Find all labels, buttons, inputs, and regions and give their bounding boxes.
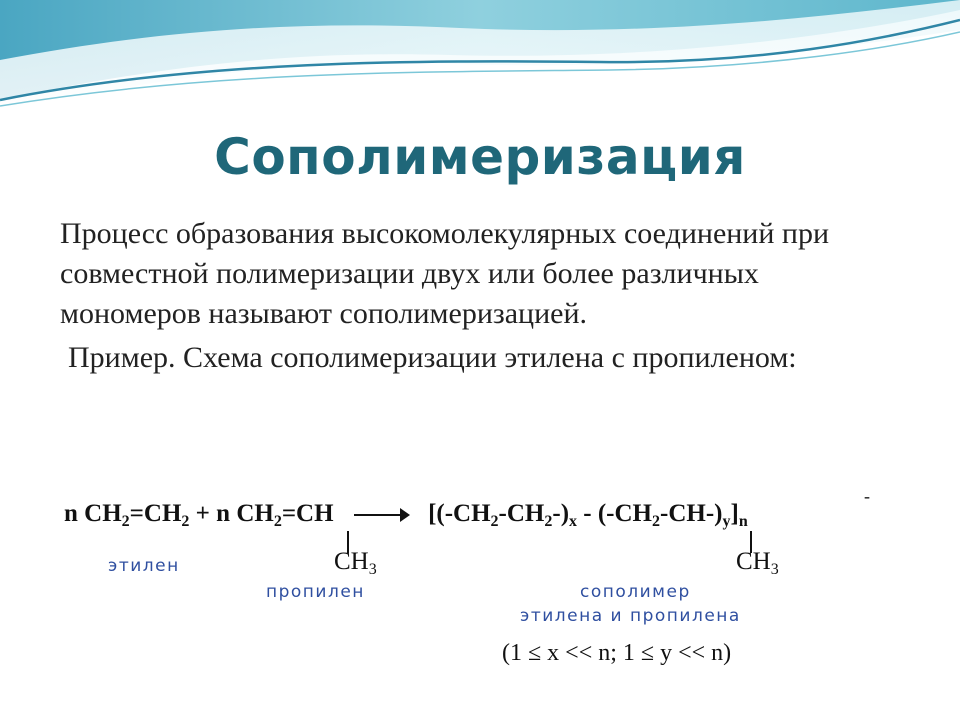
definition-paragraph: Процесс образования высокомолекулярных соединений при совместной полимеризации двух или более различных мономеров называют сополимеризацией. xyxy=(60,217,830,330)
label-copolymer-composition: этилена и пропилена xyxy=(520,606,741,626)
copolymer-methyl-group: $CH_3$ xyxy=(736,548,779,578)
example-paragraph: Пример. Схема сополимеризации этилена с пропиленом: xyxy=(68,341,797,374)
reaction-arrow-icon xyxy=(354,505,410,525)
label-copolymer: сополимер xyxy=(580,582,691,602)
copolymer-formula: $[(-CH_2-CH_2-)_x - (-CH_2-CH-)_y]_n$ xyxy=(428,500,748,530)
propylene-formula: n $CH_2=CH$ xyxy=(216,500,334,530)
plus-sign: + xyxy=(195,500,210,527)
label-propylene: пропилен xyxy=(266,582,365,602)
label-ethylene: этилен xyxy=(108,556,180,576)
reaction-equation xyxy=(64,500,748,531)
slide-title: Сополимеризация xyxy=(214,128,746,186)
decorative-wave-header xyxy=(0,0,960,120)
slide-body xyxy=(60,214,880,378)
copolymerization-scheme xyxy=(52,488,872,678)
ethylene-formula: n $CH_2=CH_2$ xyxy=(64,500,190,530)
propylene-methyl-group: $CH_3$ xyxy=(334,548,377,578)
index-conditions: (1 ≤ x << n; 1 ≤ y << n) xyxy=(502,640,732,666)
stray-mark: - xyxy=(864,486,870,506)
